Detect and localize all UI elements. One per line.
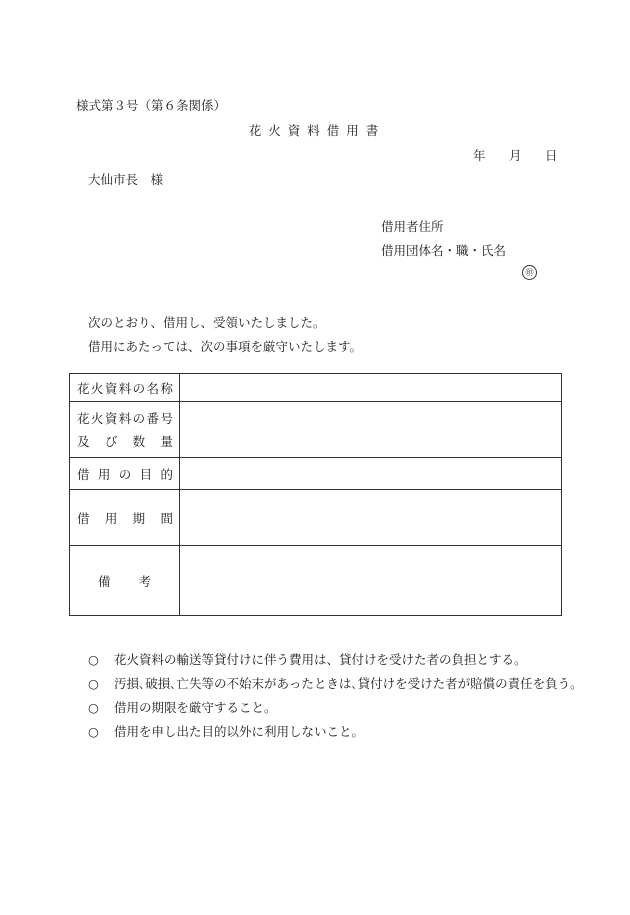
date-day-label: 日 bbox=[545, 148, 558, 163]
intro-line-1: 次のとおり、借用し、受領いたしました。 bbox=[88, 315, 326, 330]
label-text: 備 考 bbox=[98, 573, 151, 589]
table-row-number-quantity bbox=[70, 402, 562, 458]
form-number: 様式第３号（第６条関係） bbox=[76, 98, 227, 113]
label-text-line1: 花 火 資 料 の 番 号 bbox=[77, 410, 173, 426]
addressee: 大仙市長 様 bbox=[88, 172, 164, 187]
borrower-address-label: 借用者住所 bbox=[381, 219, 444, 234]
label-text-line2: 及 び 数 量 bbox=[77, 433, 173, 449]
date-month-label: 月 bbox=[509, 148, 522, 163]
label-text: 借 用 期 間 bbox=[77, 510, 173, 526]
label-remarks bbox=[70, 546, 180, 616]
note-text: 花火資料の輸送等貸付けに伴う費用は、貸付けを受けた者の負担とする。 bbox=[114, 652, 527, 667]
label-item-name bbox=[70, 374, 180, 402]
label-purpose bbox=[70, 458, 180, 490]
list-item bbox=[88, 722, 364, 740]
field-period[interactable] bbox=[180, 490, 562, 546]
borrower-name-label: 借用団体名・職・氏名 bbox=[381, 243, 507, 258]
table-row-remarks bbox=[70, 546, 562, 616]
list-item bbox=[88, 650, 527, 668]
note-text: 汚損､破損､亡失等の不始末があったときは､貸付けを受けた者が賠償の責任を負う。 bbox=[114, 676, 583, 691]
field-item-name[interactable] bbox=[180, 374, 562, 402]
list-item bbox=[88, 674, 583, 692]
label-period bbox=[70, 490, 180, 546]
document-title: 花火資料借用書 bbox=[248, 123, 386, 138]
bullet-circle-icon: ○ bbox=[88, 700, 99, 715]
field-remarks[interactable] bbox=[180, 546, 562, 616]
label-number-quantity bbox=[70, 402, 180, 458]
field-number-quantity[interactable] bbox=[180, 402, 562, 458]
note-text: 借用の期限を厳守すること。 bbox=[114, 700, 277, 715]
field-purpose[interactable] bbox=[180, 458, 562, 490]
loan-form-table bbox=[69, 373, 562, 616]
list-item bbox=[88, 698, 277, 716]
bullet-circle-icon: ○ bbox=[88, 676, 99, 691]
label-text: 借 用 の 目 的 bbox=[77, 466, 173, 482]
bullet-circle-icon: ○ bbox=[88, 724, 99, 739]
table-row-item-name bbox=[70, 374, 562, 402]
table-row-purpose bbox=[70, 458, 562, 490]
bullet-circle-icon: ○ bbox=[88, 652, 99, 667]
intro-line-2: 借用にあたっては、次の事項を厳守いたします。 bbox=[88, 339, 363, 354]
table-row-period bbox=[70, 490, 562, 546]
label-text: 花 火 資 料 の 名 称 bbox=[77, 380, 173, 396]
note-text: 借用を申し出た目的以外に利用しないこと。 bbox=[114, 724, 365, 739]
seal-mark: ㊞ bbox=[522, 265, 537, 280]
date-year-label: 年 bbox=[473, 148, 486, 163]
